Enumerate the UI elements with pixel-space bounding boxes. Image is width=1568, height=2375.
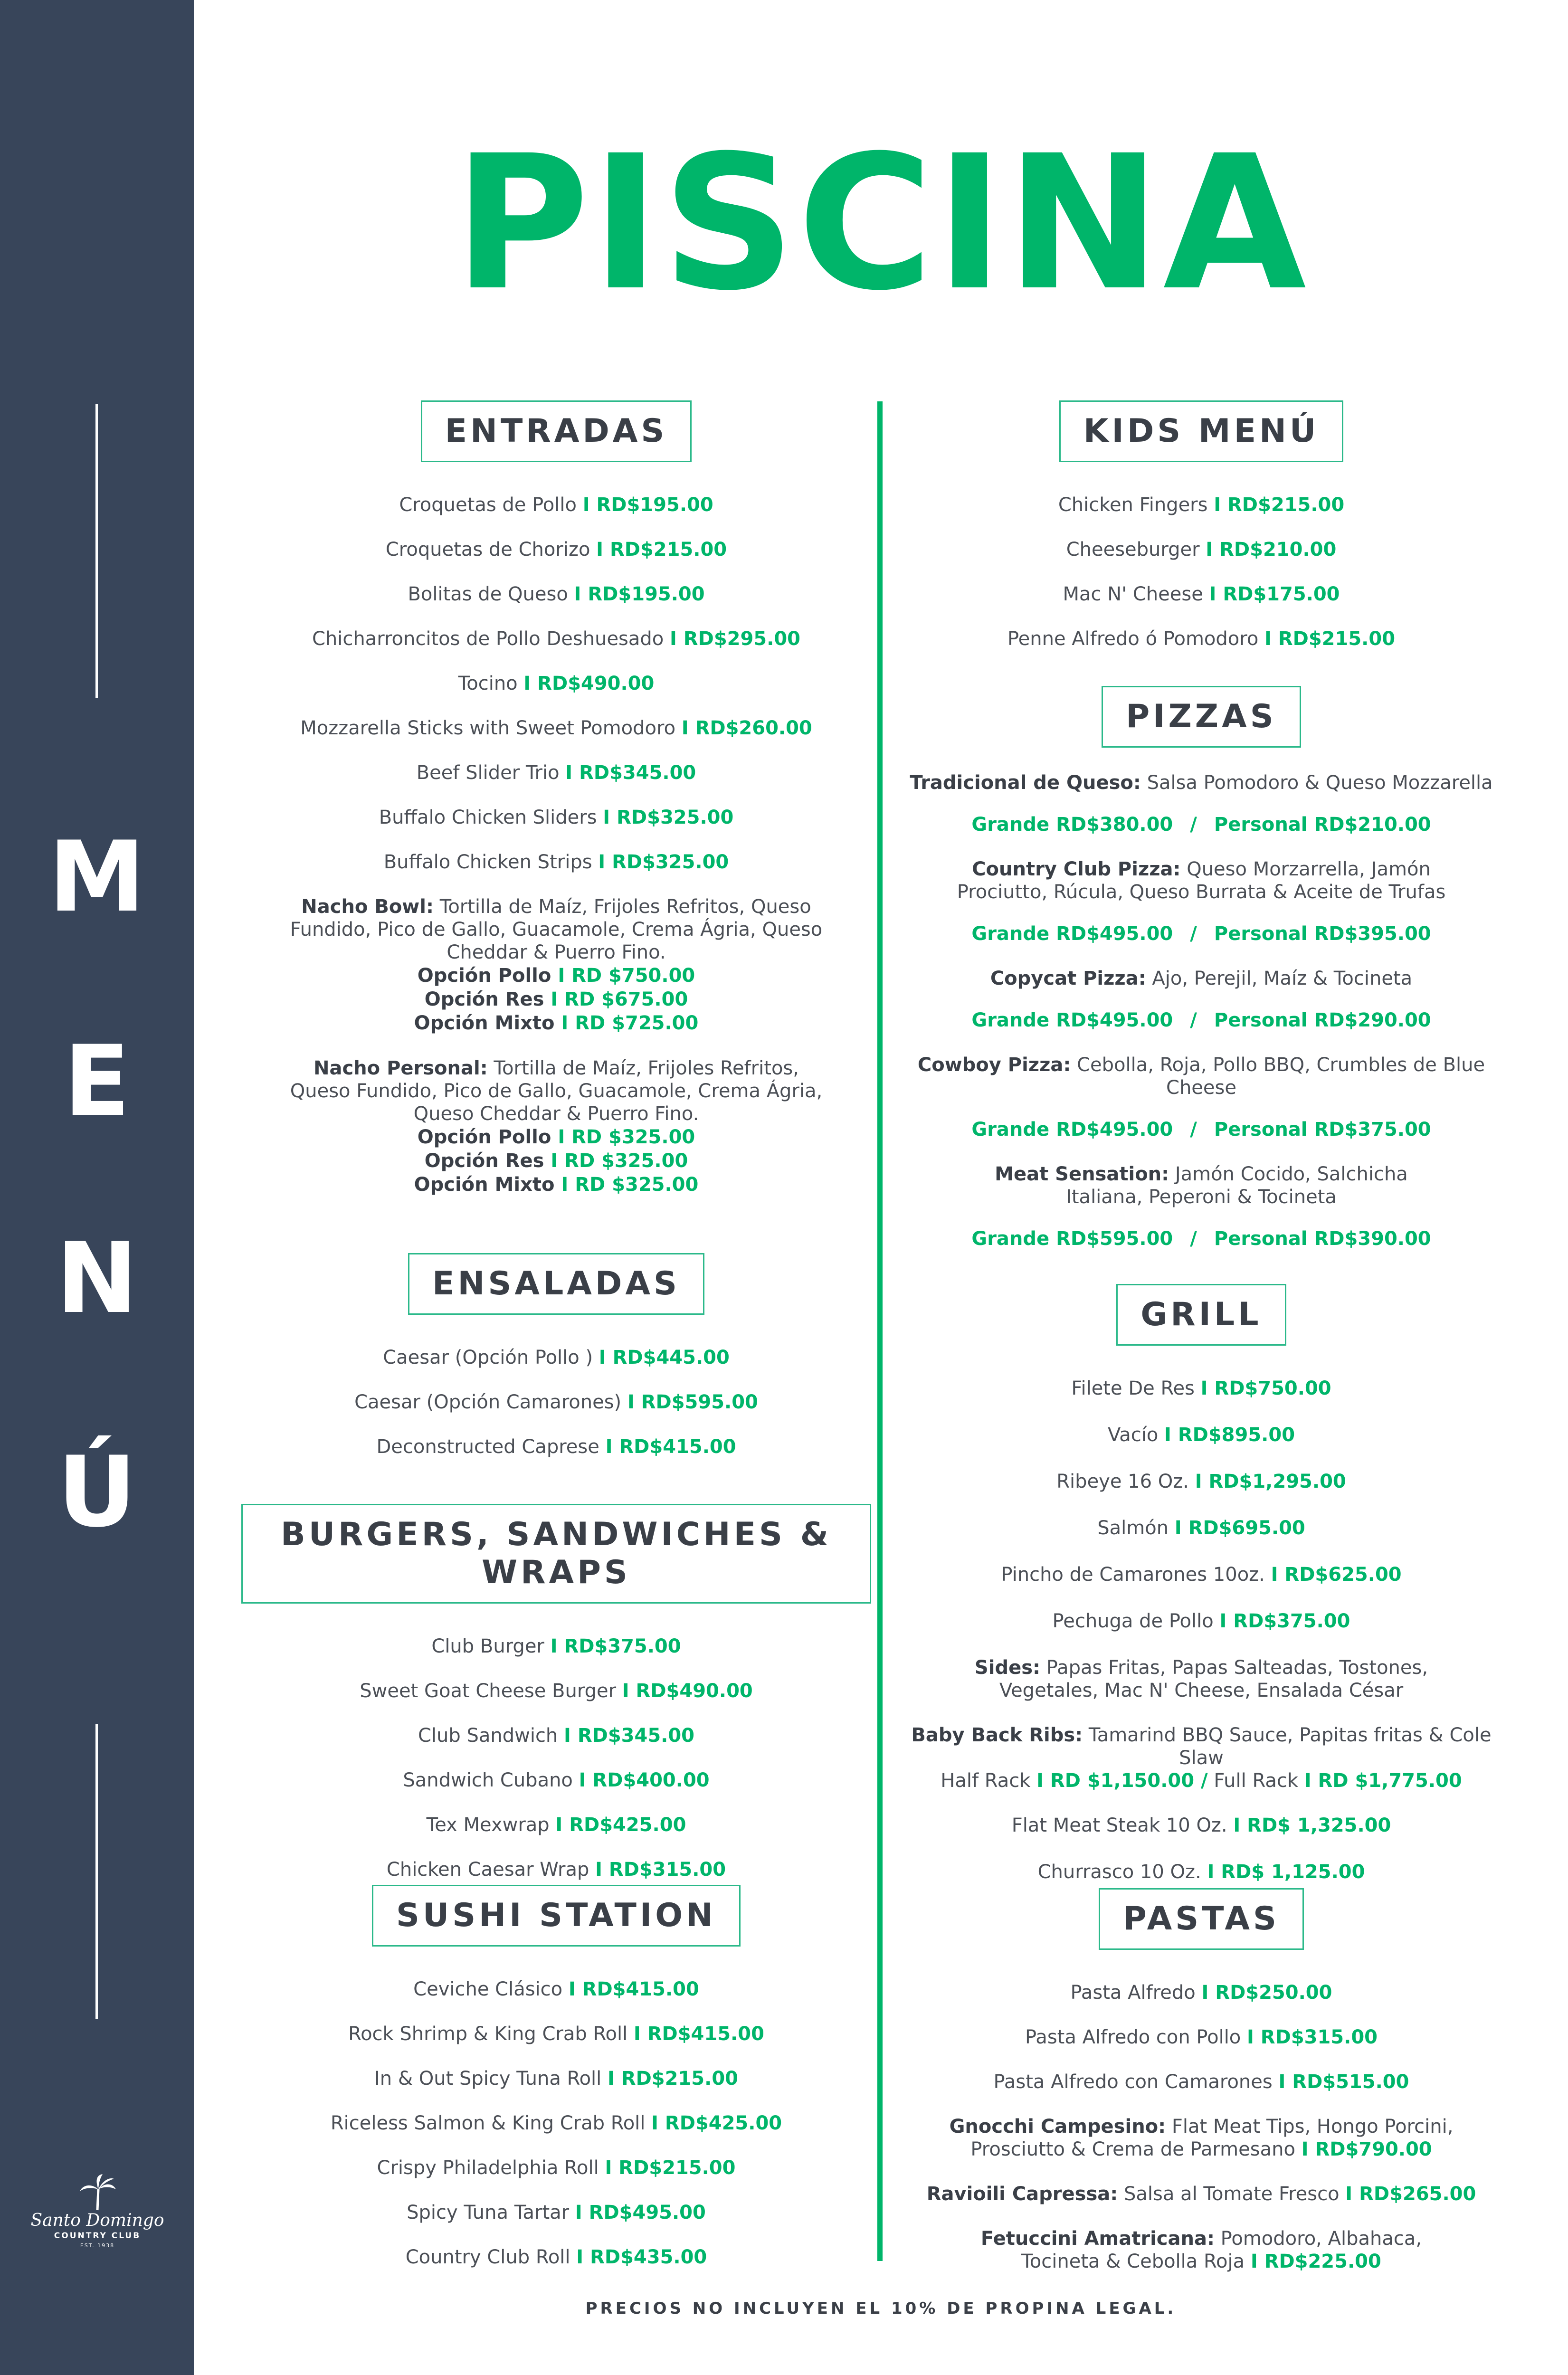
menu-item: Riceless Salmon & King Crab Roll I RD$425.00 [330,2112,782,2134]
section-header-pastas: PASTAS [1099,1888,1304,1950]
menu-item: Tocino I RD$490.00 [458,673,655,694]
logo-script-text: Santo Domingo [30,2211,164,2230]
menu-item: Crispy Philadelphia Roll I RD$215.00 [377,2157,736,2179]
menu-item: Ceviche Clásico I RD$415.00 [413,1978,699,2000]
pizza-prices: Grande RD$495.00 / Personal RD$395.00 [971,923,1431,945]
sidebar-divider-top [95,404,98,698]
menu-item: Mac N' Cheese I RD$175.00 [1063,583,1340,605]
logo-est-text: EST. 1938 [80,2242,115,2249]
menu-item: Pasta Alfredo I RD$250.00 [1070,1982,1332,2004]
section-pastas [886,1888,1516,2295]
menu-item: Bolitas de Queso I RD$195.00 [408,583,705,605]
palm-tree-icon [76,2173,119,2211]
menu-item: Pasta Alfredo con Pollo I RD$315.00 [1025,2026,1378,2048]
menu-item: Sweet Goat Cheese Burger I RD$490.00 [360,1680,753,1702]
sidebar-letter-u: Ú [57,1436,137,1549]
menu-item-nacho-bowl: Nacho Bowl: Tortilla de Maíz, Frijoles Refritos, Queso Fundido, Pico de Gallo, Guacamole, Crema Ágria, Queso Cheddar & Puerro Fino. Opción Pollo I RD $750.00 Opción Res I RD $675.00 Opción Mixto I RD $725.00 [290,896,823,1034]
pizza-description: Country Club Pizza: Queso Morzarrella, Jamón Prociutto, Rúcula, Queso Burrata & Aceite de Trufas [957,858,1446,903]
menu-item: Rock Shrimp & King Crab Roll I RD$415.00 [348,2023,764,2045]
menu-item-ribs: Baby Back Ribs: Tamarind BBQ Sauce, Papitas fritas & Cole Slaw Half Rack I RD $1,150.00 / Full Rack I RD $1,775.00 [911,1724,1492,1792]
menu-item: Pasta Alfredo con Camarones I RD$515.00 [993,2071,1409,2093]
menu-item: Country Club Roll I RD$435.00 [405,2246,707,2268]
pizza-prices: Grande RD$495.00 / Personal RD$375.00 [971,1119,1431,1140]
menu-item: Pincho de Camarones 10oz. I RD$625.00 [1001,1564,1402,1586]
menu-item: Chicken Fingers I RD$215.00 [1058,494,1345,516]
menu-item-fetuccini: Fetuccini Amatricana: Pomodoro, Albahaca, Tocineta & Cebolla Roja I RD$225.00 [980,2228,1422,2272]
menu-item: Churrasco 10 Oz. I RD$ 1,125.00 [1037,1861,1365,1883]
sidebar-letter-n: N [56,1222,138,1335]
pizza-prices: Grande RD$380.00 / Personal RD$210.00 [971,814,1431,836]
menu-item: Ribeye 16 Oz. I RD$1,295.00 [1056,1471,1346,1492]
menu-item-sides: Sides: Papas Fritas, Papas Salteadas, Tostones, Vegetales, Mac N' Cheese, Ensalada César [974,1657,1428,1701]
section-burgers [241,1504,871,1903]
section-header-sushi: SUSHI STATION [372,1885,741,1947]
menu-item: Sandwich Cubano I RD$400.00 [403,1769,710,1791]
menu-item: Buffalo Chicken Sliders I RD$325.00 [379,807,734,828]
sidebar-divider-bottom [95,1724,98,2019]
section-pizzas [886,686,1516,1272]
pizza-description: Copycat Pizza: Ajo, Perejil, Maíz & Tocineta [990,968,1413,989]
menu-item: Beef Slider Trio I RD$345.00 [416,762,696,784]
sidebar-letter-e: E [63,1025,131,1138]
menu-item: Club Burger I RD$375.00 [431,1635,681,1657]
menu-item: In & Out Spicy Tuna Roll I RD$215.00 [374,2068,738,2090]
section-ensaladas [241,1253,871,1480]
section-header-ensaladas: ENSALADAS [408,1253,704,1315]
pizza-description: Meat Sensation: Jamón Cocido, Salchicha Italiana, Peperoni & Tocineta [995,1163,1408,1208]
section-grill [886,1284,1516,1905]
column-divider [877,401,883,2261]
menu-item: Mozzarella Sticks with Sweet Pomodoro I RD$260.00 [300,717,812,739]
menu-item: Caesar (Opción Camarones) I RD$595.00 [354,1391,758,1413]
pizza-description: Tradicional de Queso: Salsa Pomodoro & Queso Mozzarella [910,772,1493,794]
section-entradas [241,400,871,1218]
pizza-prices: Grande RD$595.00 / Personal RD$390.00 [971,1228,1431,1250]
sidebar [0,0,194,2375]
menu-item: Vacío I RD$895.00 [1107,1424,1295,1446]
menu-item-nacho-personal: Nacho Personal: Tortilla de Maíz, Frijoles Refritos, Queso Fundido, Pico de Gallo, Guacamole, Crema Ágria, Queso Cheddar & Puerro Fino. Opción Pollo I RD $325.00 Opción Res I RD $325.00 Opción Mixto I RD $325.00 [290,1057,823,1196]
section-header-pizzas: PIZZAS [1102,686,1301,748]
section-sushi [241,1885,871,2290]
menu-item: Salmón I RD$695.00 [1097,1517,1305,1539]
menu-item: Club Sandwich I RD$345.00 [418,1725,695,1747]
menu-item: Buffalo Chicken Strips I RD$325.00 [383,851,729,873]
menu-item: Chicken Caesar Wrap I RD$315.00 [386,1859,726,1881]
section-header-grill: GRILL [1116,1284,1286,1346]
menu-item-ravioli: Ravioili Capressa: Salsa al Tomate Fresco I RD$265.00 [926,2183,1476,2205]
club-logo [19,2173,176,2259]
menu-item: Croquetas de Pollo I RD$195.00 [399,494,713,516]
sidebar-letter-m: M [48,821,145,934]
menu-item: Chicharroncitos de Pollo Deshuesado I RD$295.00 [312,628,800,650]
pizza-prices: Grande RD$495.00 / Personal RD$290.00 [971,1009,1431,1031]
menu-item: Penne Alfredo ó Pomodoro I RD$215.00 [1007,628,1396,650]
logo-club-text: COUNTRY CLUB [54,2231,141,2241]
section-header-entradas: ENTRADAS [421,400,692,462]
menu-item: Flat Meat Steak 10 Oz. I RD$ 1,325.00 [1011,1814,1391,1836]
menu-item-gnocchi: Gnocchi Campesino: Flat Meat Tips, Hongo Porcini, Prosciutto & Crema de Parmesano I RD$790.00 [949,2116,1454,2160]
pizza-description: Cowboy Pizza: Cebolla, Roja, Pollo BBQ, Crumbles de Blue Cheese [917,1054,1485,1099]
menu-item: Tex Mexwrap I RD$425.00 [426,1814,686,1836]
menu-item: Filete De Res I RD$750.00 [1071,1378,1331,1399]
section-header-kids: KIDS MENÚ [1059,400,1343,462]
section-header-burgers: BURGERS, SANDWICHES & WRAPS [241,1504,871,1604]
menu-item: Deconstructed Caprese I RD$415.00 [376,1436,736,1458]
page-title: PISCINA [453,115,1309,331]
menu-item: Spicy Tuna Tartar I RD$495.00 [407,2202,706,2223]
section-kids [886,400,1516,672]
menu-item: Caesar (Opción Pollo ) I RD$445.00 [383,1347,730,1368]
footer-note: PRECIOS NO INCLUYEN EL 10% DE PROPINA LEGAL. [585,2299,1177,2318]
menu-item: Pechuga de Pollo I RD$375.00 [1052,1610,1350,1632]
menu-item: Croquetas de Chorizo I RD$215.00 [385,539,727,560]
menu-item: Cheeseburger I RD$210.00 [1066,539,1337,560]
